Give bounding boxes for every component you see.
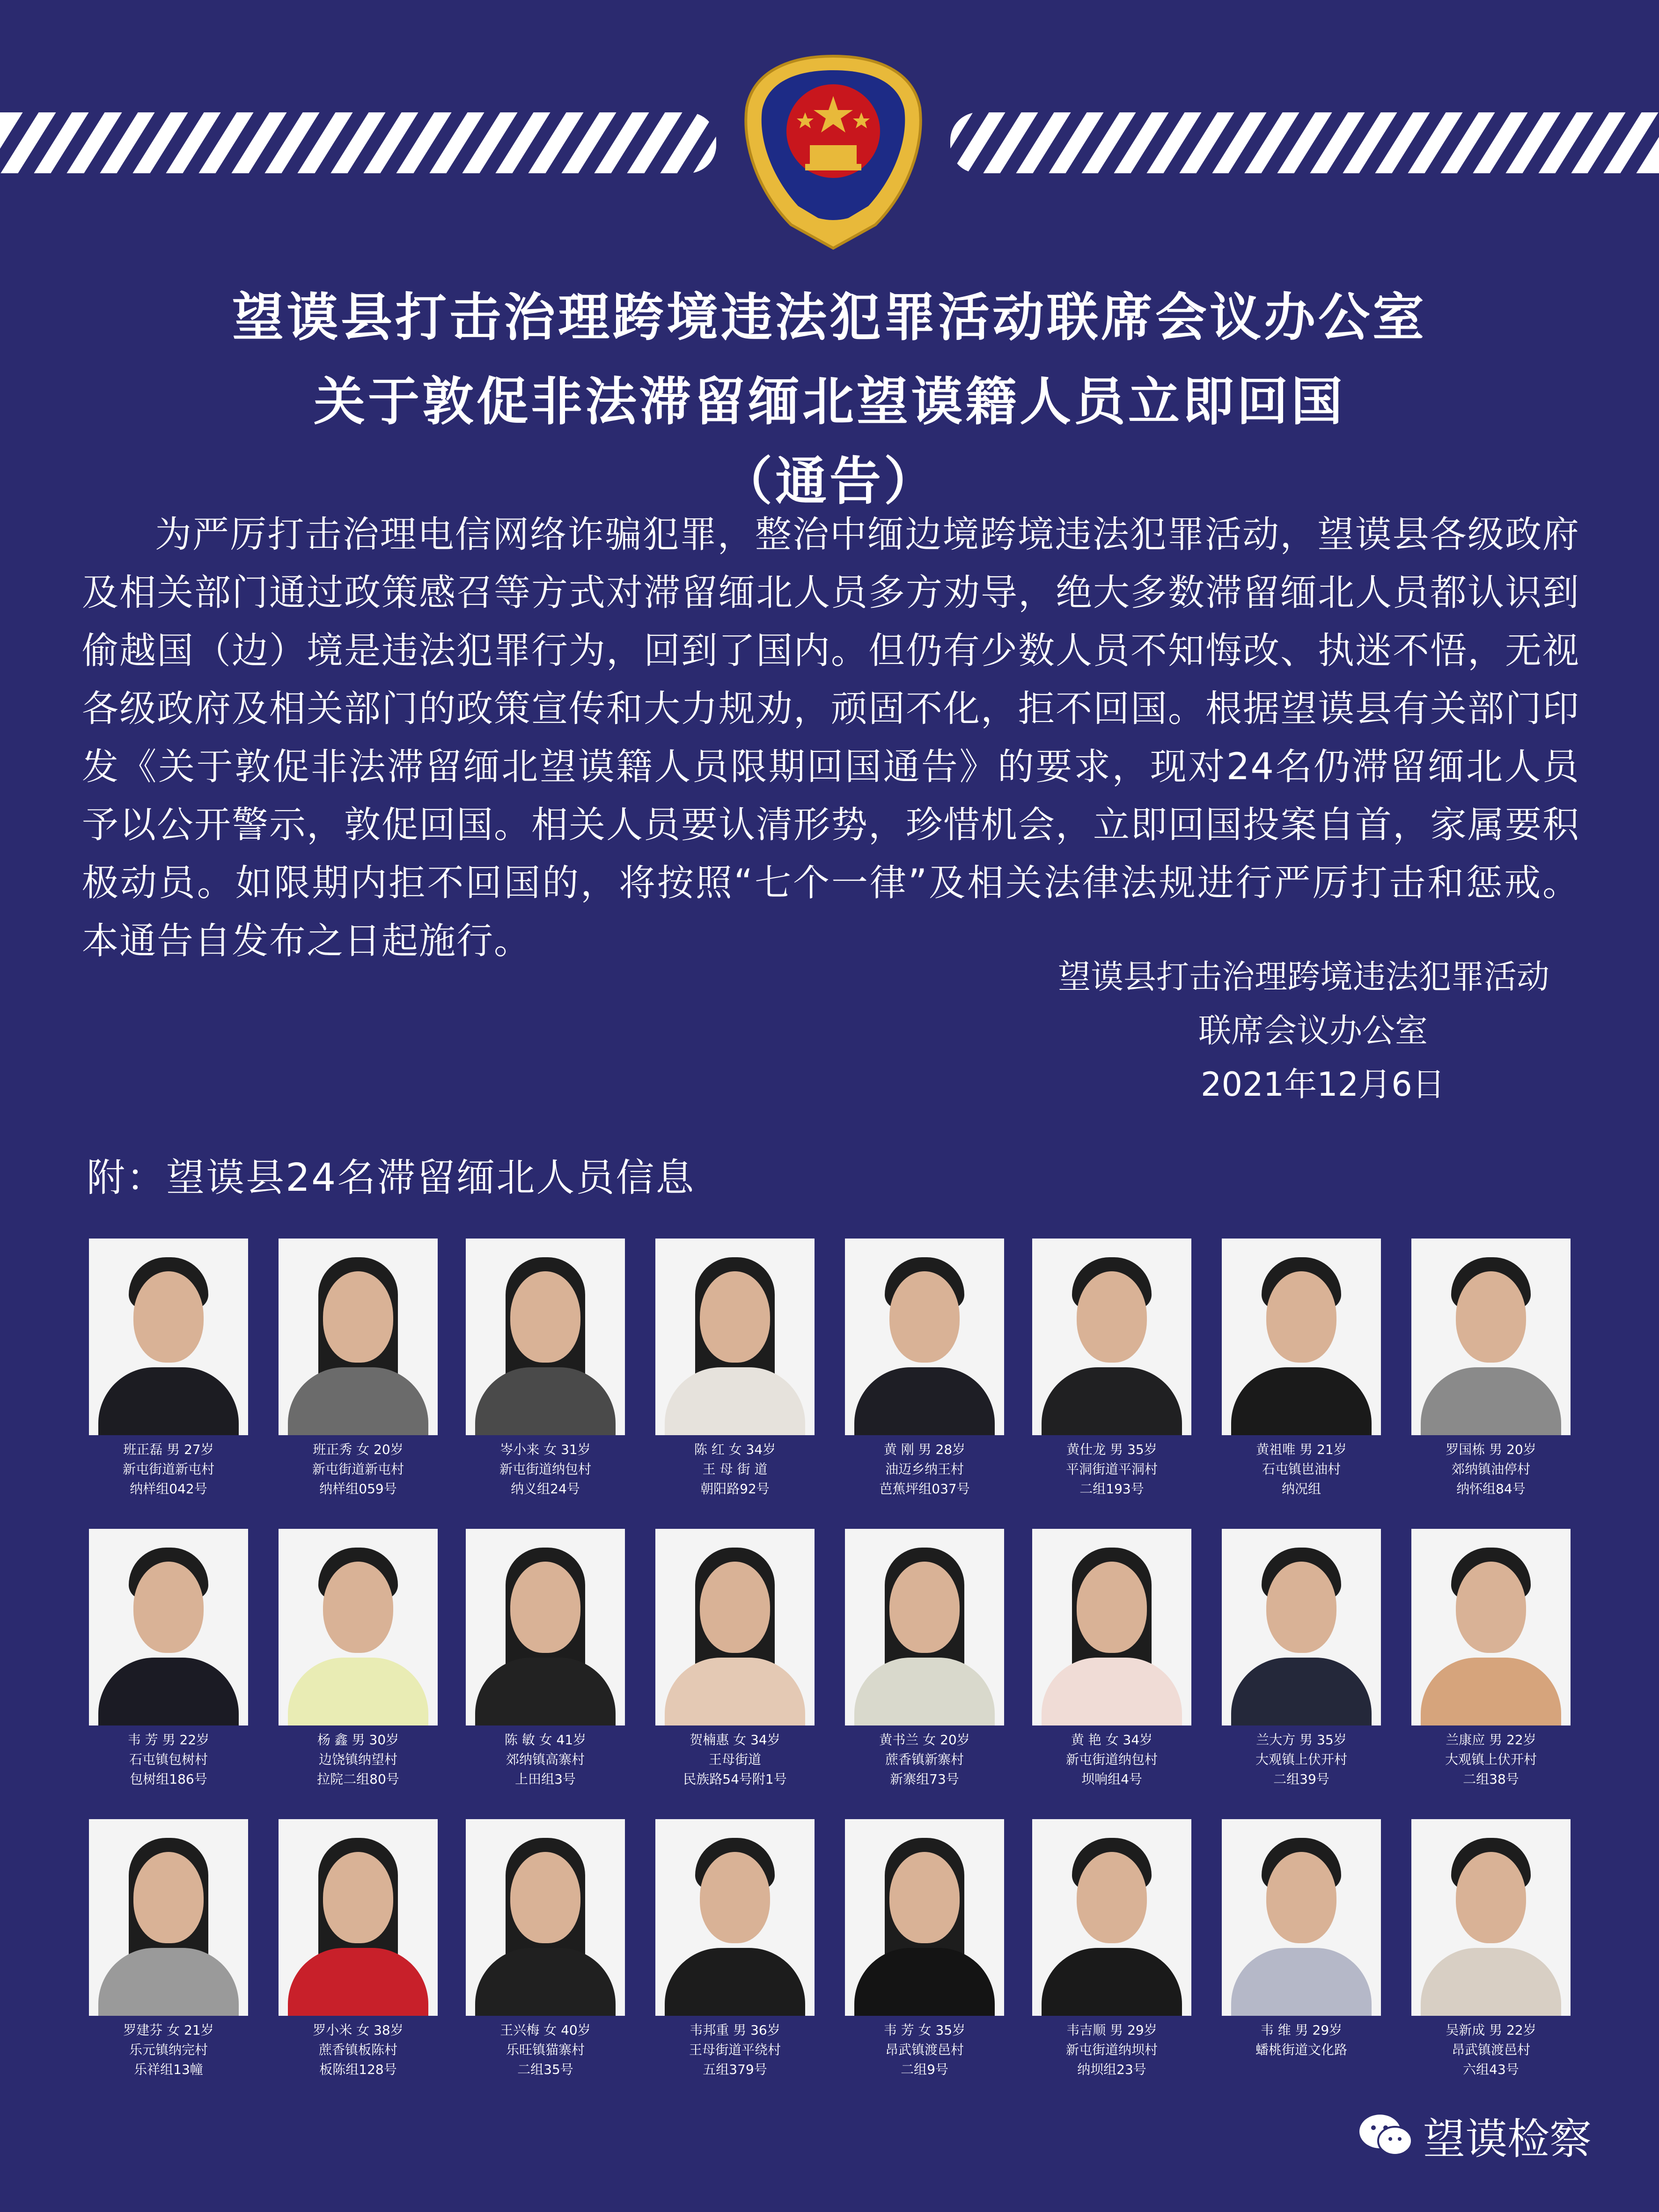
signature-line2: 联席会议办公室: [1198, 1011, 1428, 1050]
person-card: [1402, 1529, 1580, 1789]
person-photo: [466, 1819, 625, 2016]
person-caption: [269, 1440, 447, 1499]
person-address-detail: 纳况组: [1281, 1481, 1321, 1497]
person-address-detail: 纳样组042号: [130, 1481, 207, 1497]
person-name-line: 吴新成 男 22岁: [1446, 2022, 1536, 2038]
person-address-detail: 二组39号: [1273, 1771, 1329, 1787]
person-address-line: 新屯街道新屯村: [122, 1461, 214, 1477]
person-address-line: 王母街道: [708, 1752, 761, 1767]
watermark-text: 望谟检察: [1423, 2115, 1592, 2164]
person-caption: [646, 1730, 824, 1789]
person-address-line: 郊纳镇油停村: [1451, 1461, 1530, 1477]
person-photo: [279, 1239, 438, 1435]
person-address-line: 新屯街道纳包村: [1065, 1752, 1158, 1767]
person-photo: [89, 1239, 248, 1435]
person-name-line: 罗国栋 男 20岁: [1446, 1442, 1536, 1457]
person-name-line: 韦 芳 男 22岁: [127, 1732, 210, 1747]
person-address-detail: 拉院二组80号: [317, 1771, 399, 1787]
person-name-line: 王兴梅 女 40岁: [500, 2022, 591, 2038]
person-address-line: 蔗香镇新寨村: [885, 1752, 964, 1767]
person-caption: [456, 2020, 634, 2079]
person-card: [1023, 1819, 1201, 2079]
person-card: [1023, 1239, 1201, 1499]
person-address-line: 郊纳镇高寨村: [506, 1752, 585, 1767]
person-name-line: 贺楠惠 女 34岁: [690, 1732, 780, 1747]
person-caption: [269, 2020, 447, 2079]
person-card: [456, 1239, 634, 1499]
person-address-detail: 朝阳路92号: [700, 1481, 770, 1497]
decorative-band-left: [0, 112, 716, 173]
person-name-line: 兰康应 男 22岁: [1446, 1732, 1536, 1747]
wechat-icon: [1358, 2112, 1414, 2159]
person-address-line: 石屯镇岜油村: [1262, 1461, 1341, 1477]
person-address-line: 昂武镇渡邑村: [885, 2042, 964, 2057]
person-address-detail: 上田组3号: [515, 1771, 576, 1787]
person-photo: [1032, 1529, 1191, 1725]
person-address-line: 蔗香镇板陈村: [318, 2042, 397, 2057]
person-caption: [1023, 1730, 1201, 1789]
person-photo: [1222, 1819, 1381, 2016]
person-address-line: 新屯街道纳坝村: [1065, 2042, 1158, 2057]
person-address-detail: 二组38号: [1463, 1771, 1519, 1787]
person-caption: [1212, 2020, 1390, 2060]
person-address-line: 油迈乡纳王村: [885, 1461, 964, 1477]
person-caption: [646, 2020, 824, 2079]
person-address-line: 石屯镇包树村: [129, 1752, 208, 1767]
person-photo: [845, 1239, 1004, 1435]
annex-title: 附：望谟县24名滞留缅北人员信息: [87, 1156, 696, 1200]
person-card: [646, 1529, 824, 1789]
person-photo: [1411, 1529, 1571, 1725]
person-address-line: 王 母 街 道: [702, 1461, 768, 1477]
person-card: [80, 1529, 257, 1789]
person-address-line: 昂武镇渡邑村: [1451, 2042, 1530, 2057]
person-address-detail: 纳怀组84号: [1456, 1481, 1526, 1497]
signature-date: 2021年12月6日: [1201, 1065, 1445, 1104]
person-card: [269, 1529, 447, 1789]
person-card: [269, 1239, 447, 1499]
person-photo: [466, 1529, 625, 1725]
person-photo: [655, 1239, 815, 1435]
person-address-detail: 二组193号: [1079, 1481, 1144, 1497]
person-name-line: 黄 刚 男 28岁: [883, 1442, 966, 1457]
person-caption: [80, 1730, 257, 1789]
person-caption: [1023, 2020, 1201, 2079]
person-address-detail: 纳样组059号: [319, 1481, 397, 1497]
person-card: [836, 1529, 1013, 1789]
person-photo: [845, 1529, 1004, 1725]
person-name-line: 兰大方 男 35岁: [1256, 1732, 1347, 1747]
person-card: [646, 1819, 824, 2079]
person-photo: [89, 1819, 248, 2016]
person-address-line: 新屯街道新屯村: [312, 1461, 404, 1477]
person-address-detail: 二组35号: [517, 2062, 573, 2077]
person-name-line: 班正磊 男 27岁: [123, 1442, 214, 1457]
person-photo: [1032, 1239, 1191, 1435]
person-caption: [269, 1730, 447, 1789]
notice-body-paragraph: 为严厉打击治理电信网络诈骗犯罪，整治中缅边境跨境违法犯罪活动，望谟县各级政府及相关部门通过政策感召等方式对滞留缅北人员多方劝导，绝大多数滞留缅北人员都认识到偷越国（边）境是违法犯罪行为，回到了国内。但仍有少数人员不知悔改、执迷不悟，无视各级政府及相关部门的政策宣传和大力规劝，顽固不化，拒不回国。根据望谟县有关部门印发《关于敦促非法滞留缅北望谟籍人员限期回国通告》的要求，现对24名仍滞留缅北人员予以公开警示，敦促回国。相关人员要认清形势，珍惜机会，立即回国投案自首，家属要积极动员。如限期内拒不回国的，将按照“七个一律”及相关法律法规进行严厉打击和惩戒。本通告自发布之日起施行。: [82, 514, 1580, 962]
person-photo: [1032, 1819, 1191, 2016]
person-address-line: 蟠桃街道文化路: [1255, 2042, 1347, 2057]
person-name-line: 黄 艳 女 34岁: [1071, 1732, 1153, 1747]
person-card: [80, 1239, 257, 1499]
person-card: [1212, 1239, 1390, 1499]
person-name-line: 韦 维 男 29岁: [1260, 2022, 1343, 2038]
person-caption: [1023, 1440, 1201, 1499]
person-name-line: 陈 红 女 34岁: [694, 1442, 776, 1457]
notice-title-line3: （通告）: [721, 451, 938, 511]
person-name-line: 陈 敏 女 41岁: [504, 1732, 587, 1747]
person-address-detail: 包树组186号: [130, 1771, 207, 1787]
police-emblem-icon: [735, 52, 932, 253]
person-photo: [1411, 1239, 1571, 1435]
person-caption: [646, 1440, 824, 1499]
person-card: [456, 1819, 634, 2079]
person-name-line: 韦 芳 女 35岁: [883, 2022, 966, 2038]
person-address-detail: 板陈组128号: [319, 2062, 397, 2077]
person-photo: [655, 1529, 815, 1725]
person-card: [836, 1819, 1013, 2079]
person-address-line: 边饶镇纳望村: [318, 1752, 397, 1767]
person-address-line: 乐旺镇猫寨村: [506, 2042, 585, 2057]
watermark: [1358, 2105, 1592, 2166]
person-caption: [456, 1730, 634, 1789]
person-address-detail: 二组9号: [901, 2062, 948, 2077]
person-caption: [836, 2020, 1013, 2079]
person-card: [1023, 1529, 1201, 1789]
person-address-line: 大观镇上伏开村: [1255, 1752, 1347, 1767]
person-card: [269, 1819, 447, 2079]
person-name-line: 罗小米 女 38岁: [313, 2022, 404, 2038]
person-address-detail: 乐祥组13幢: [134, 2062, 203, 2077]
person-photo: [845, 1819, 1004, 2016]
person-address-detail: 纳坝组23号: [1077, 2062, 1146, 2077]
person-photo: [89, 1529, 248, 1725]
person-caption: [1402, 1730, 1580, 1789]
person-card: [80, 1819, 257, 2079]
person-address-detail: 新寨组73号: [890, 1771, 959, 1787]
signature-line1: 望谟县打击治理跨境违法犯罪活动: [1058, 958, 1549, 996]
person-caption: [1212, 1440, 1390, 1499]
person-address-line: 新屯街道纳包村: [499, 1461, 591, 1477]
person-name-line: 杨 鑫 男 30岁: [317, 1732, 399, 1747]
person-address-line: 大观镇上伏开村: [1445, 1752, 1537, 1767]
person-photo: [466, 1239, 625, 1435]
person-caption: [836, 1440, 1013, 1499]
person-card: [1402, 1239, 1580, 1499]
person-address-detail: 坝响组4号: [1081, 1771, 1142, 1787]
person-address-line: 平洞街道平洞村: [1065, 1461, 1158, 1477]
person-card: [836, 1239, 1013, 1499]
person-card: [646, 1239, 824, 1499]
person-card: [456, 1529, 634, 1789]
person-name-line: 罗建芬 女 21岁: [123, 2022, 214, 2038]
person-photo: [1411, 1819, 1571, 2016]
person-address-line: 王母街道平绕村: [689, 2042, 781, 2057]
person-photo: [279, 1529, 438, 1725]
person-card: [1212, 1819, 1390, 2060]
person-caption: [836, 1730, 1013, 1789]
notice-title-line1: 望谟县打击治理跨境违法犯罪活动联席会议办公室: [232, 288, 1427, 347]
person-address-detail: 纳义组24号: [511, 1481, 580, 1497]
person-photo: [655, 1819, 815, 2016]
person-address-line: 乐元镇纳完村: [129, 2042, 208, 2057]
person-photo: [1222, 1239, 1381, 1435]
person-photo: [279, 1819, 438, 2016]
person-caption: [1212, 1730, 1390, 1789]
person-address-detail: 六组43号: [1463, 2062, 1519, 2077]
person-caption: [456, 1440, 634, 1499]
person-caption: [1402, 2020, 1580, 2079]
person-photo: [1222, 1529, 1381, 1725]
person-name-line: 黄书兰 女 20岁: [879, 1732, 970, 1747]
person-name-line: 韦吉顺 男 29岁: [1066, 2022, 1157, 2038]
person-caption: [80, 2020, 257, 2079]
person-name-line: 韦邦重 男 36岁: [690, 2022, 780, 2038]
person-card: [1212, 1529, 1390, 1789]
person-name-line: 黄祖唯 男 21岁: [1256, 1442, 1347, 1457]
person-address-detail: 五组379号: [703, 2062, 767, 2077]
person-caption: [1402, 1440, 1580, 1499]
notice-title-line2: 关于敦促非法滞留缅北望谟籍人员立即回国: [314, 372, 1345, 432]
person-address-detail: 民族路54号附1号: [683, 1771, 787, 1787]
person-address-detail: 芭蕉坪组037号: [879, 1481, 970, 1497]
person-name-line: 班正秀 女 20岁: [313, 1442, 404, 1457]
person-name-line: 黄仕龙 男 35岁: [1066, 1442, 1157, 1457]
decorative-band-right: [950, 112, 1659, 173]
person-card: [1402, 1819, 1580, 2079]
person-name-line: 岑小来 女 31岁: [500, 1442, 591, 1457]
person-caption: [80, 1440, 257, 1499]
